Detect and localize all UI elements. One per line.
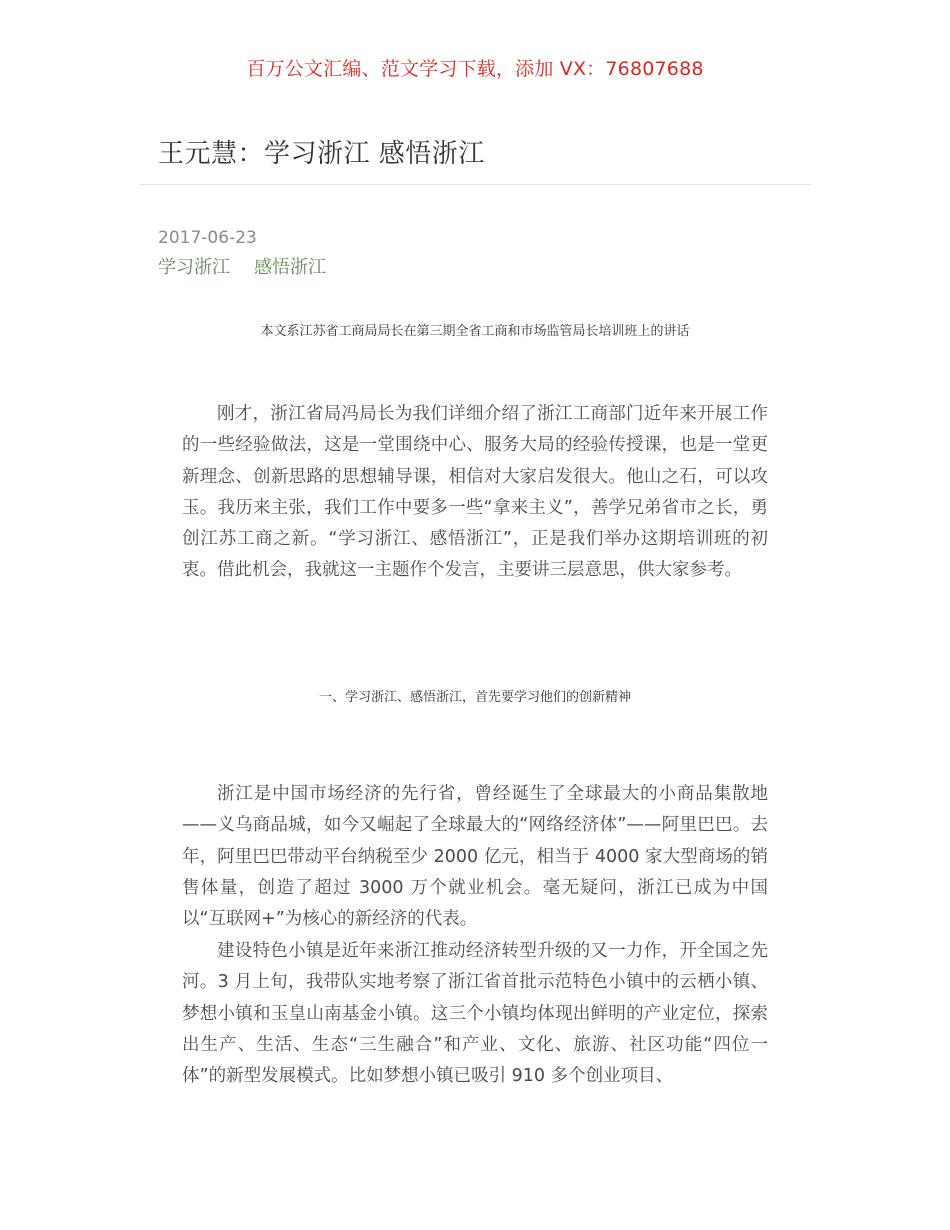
- tag-link[interactable]: 学习浙江: [158, 257, 230, 278]
- body-paragraph: 刚才，浙江省局冯局长为我们详细介绍了浙江工商部门近年来开展工作的一些经验做法，这是一堂围绕中心、服务大局的经验传授课，也是一堂更新理念、创新思路的思想辅导课，相信对大家启发很大。他山之石，可以攻玉。我历来主张，我们工作中要多一些“拿来主义”，善学兄弟省市之长，勇创江苏工商之新。“学习浙江、感悟浙江”，正是我们举办这期培训班的初衷。借此机会，我就这一主题作个发言，主要讲三层意思，供大家参考。: [182, 404, 768, 581]
- article-subtitle: 本文系江苏省工商局局长在第三期全省工商和市场监管局长培训班上的讲话: [260, 324, 690, 339]
- publish-date: 2017-06-23: [158, 228, 257, 248]
- article-title: 王元慧：学习浙江 感悟浙江: [158, 139, 485, 169]
- section-heading: 一、学习浙江、感悟浙江，首先要学习他们的创新精神: [318, 690, 631, 705]
- tag-link[interactable]: 感悟浙江: [254, 257, 326, 278]
- title-divider: [140, 184, 811, 185]
- promo-banner: 百万公文汇编、范文学习下载，添加 VX：76807688: [246, 58, 704, 80]
- body-paragraph: 浙江是中国市场经济的先行省，曾经诞生了全球最大的小商品集散地——义乌商品城，如今又崛起了全球最大的“网络经济体”——阿里巴巴。去年，阿里巴巴带动平台纳税至少 2000 亿元，相当于 4000 家大型商场的销售体量，创造了超过 3000 万个就业机会。毫无疑问，浙江已成为中国以“互联网+”为核心的新经济的代表。: [182, 784, 768, 930]
- body-paragraph: 建设特色小镇是近年来浙江推动经济转型升级的又一力作，开全国之先河。3 月上旬，我带队实地考察了浙江省首批示范特色小镇中的云栖小镇、梦想小镇和玉皇山南基金小镇。这三个小镇均体现出鲜明的产业定位，探索出生产、生活、生态“三生融合”和产业、文化、旅游、社区功能“四位一体”的新型发展模式。比如梦想小镇已吸引 910 多个创业项目、: [182, 941, 768, 1087]
- tag-list: [158, 255, 326, 281]
